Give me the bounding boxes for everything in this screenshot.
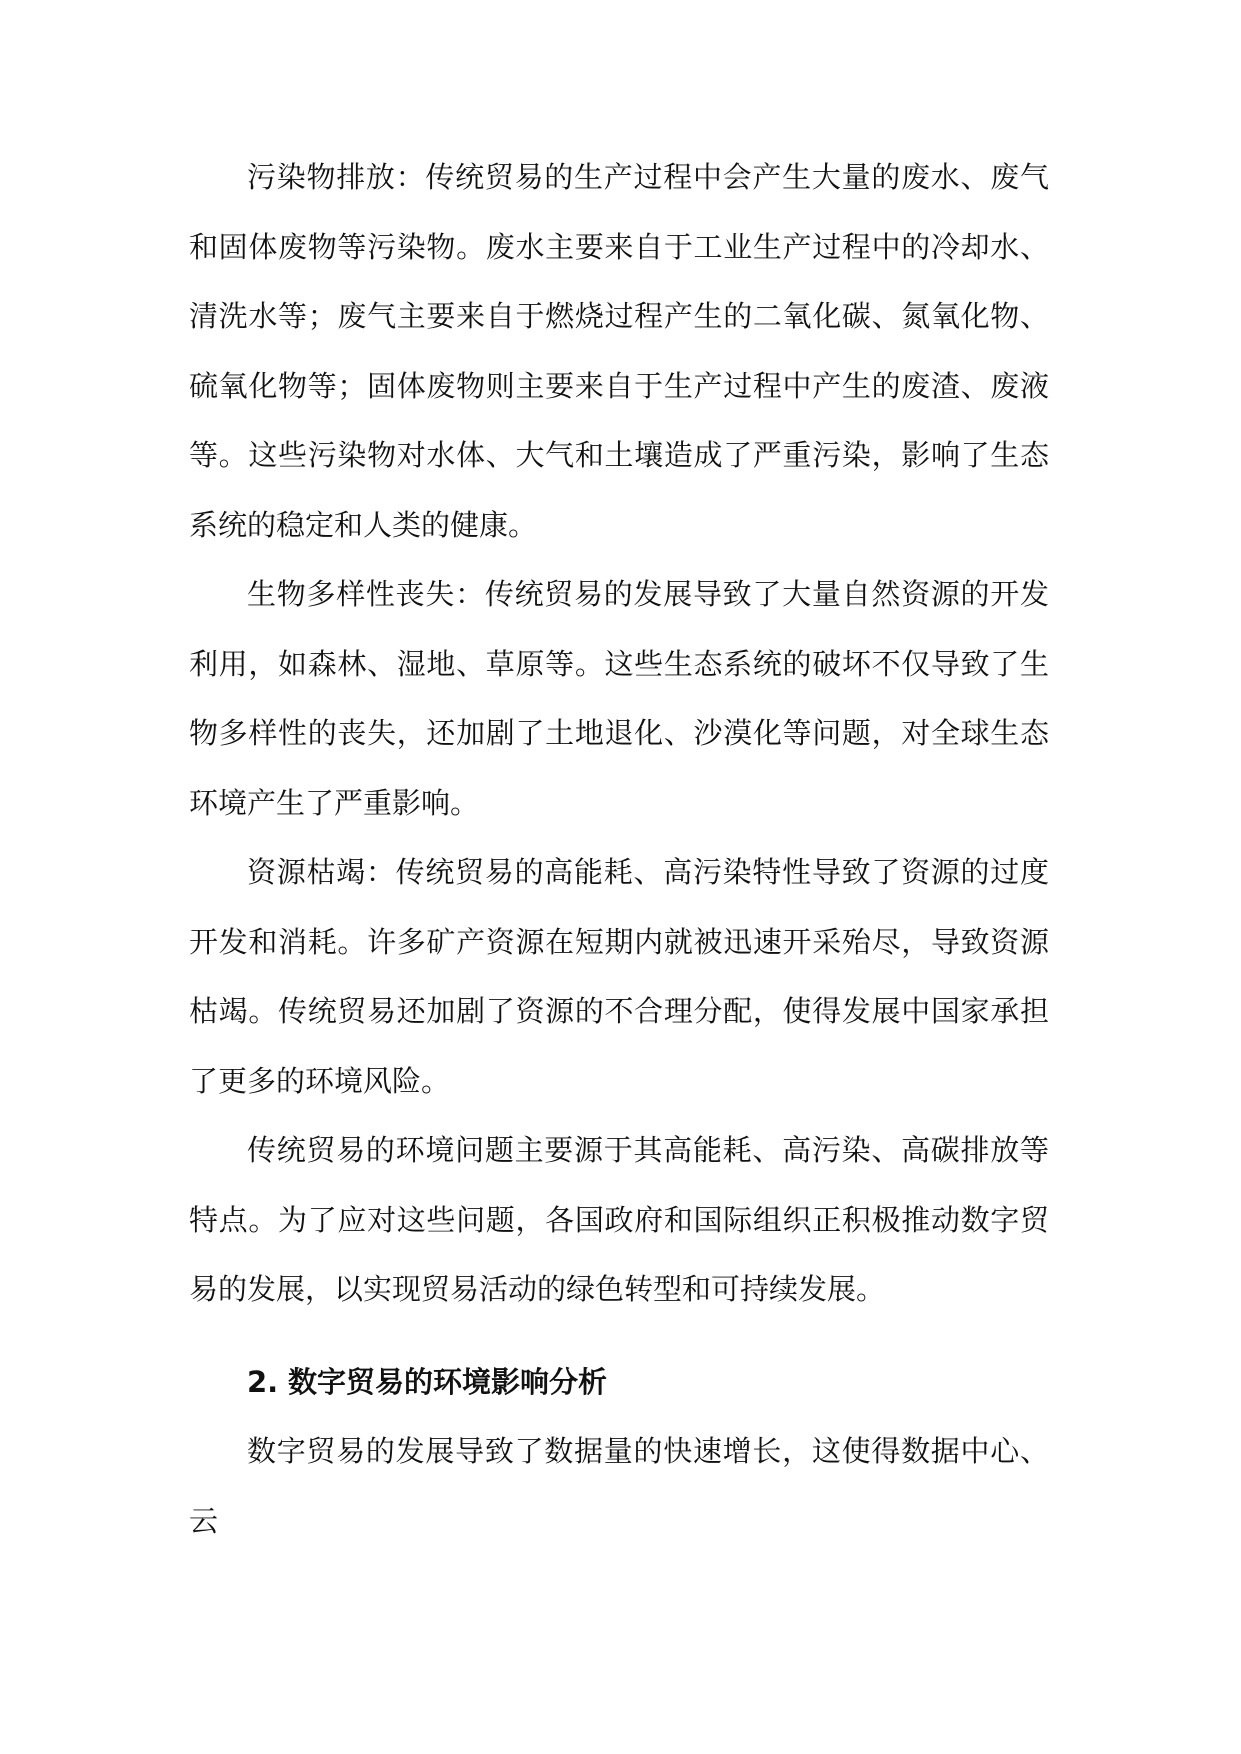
paragraph-summary: 传统贸易的环境问题主要源于其高能耗、高污染、高碳排放等特点。为了应对这些问题，各国政府和国际组织正积极推动数字贸易的发展，以实现贸易活动的绿色转型和可持续发展。 <box>189 1133 1049 1306</box>
section-heading <box>189 1348 1049 1418</box>
paragraph-pollution: 污染物排放：传统贸易的生产过程中会产生大量的废水、废气和固体废物等污染物。废水主要来自于工业生产过程中的冷却水、清洗水等；废气主要来自于燃烧过程产生的二氧化碳、氮氧化物、硫氧化物等；固体废物则主要来自于生产过程中产生的废渣、废液等。这些污染物对水体、大气和土壤造成了严重污染，影响了生态系统的稳定和人类的健康。 <box>189 160 1049 542</box>
paragraph-digital-trade: 数字贸易的发展导致了数据量的快速增长，这使得数据中心、云 <box>189 1434 1049 1538</box>
section-number: 2. <box>247 1364 279 1399</box>
document-body <box>189 143 1049 1556</box>
section-title: 数字贸易的环境影响分析 <box>288 1364 608 1399</box>
paragraph-biodiversity: 生物多样性丧失：传统贸易的发展导致了大量自然资源的开发利用，如森林、湿地、草原等。这些生态系统的破坏不仅导致了生物多样性的丧失，还加剧了土地退化、沙漠化等问题，对全球生态环境产生了严重影响。 <box>189 577 1049 820</box>
paragraph-resources: 资源枯竭：传统贸易的高能耗、高污染特性导致了资源的过度开发和消耗。许多矿产资源在短期内就被迅速开采殆尽，导致资源枯竭。传统贸易还加剧了资源的不合理分配，使得发展中国家承担了更多的环境风险。 <box>189 855 1049 1098</box>
